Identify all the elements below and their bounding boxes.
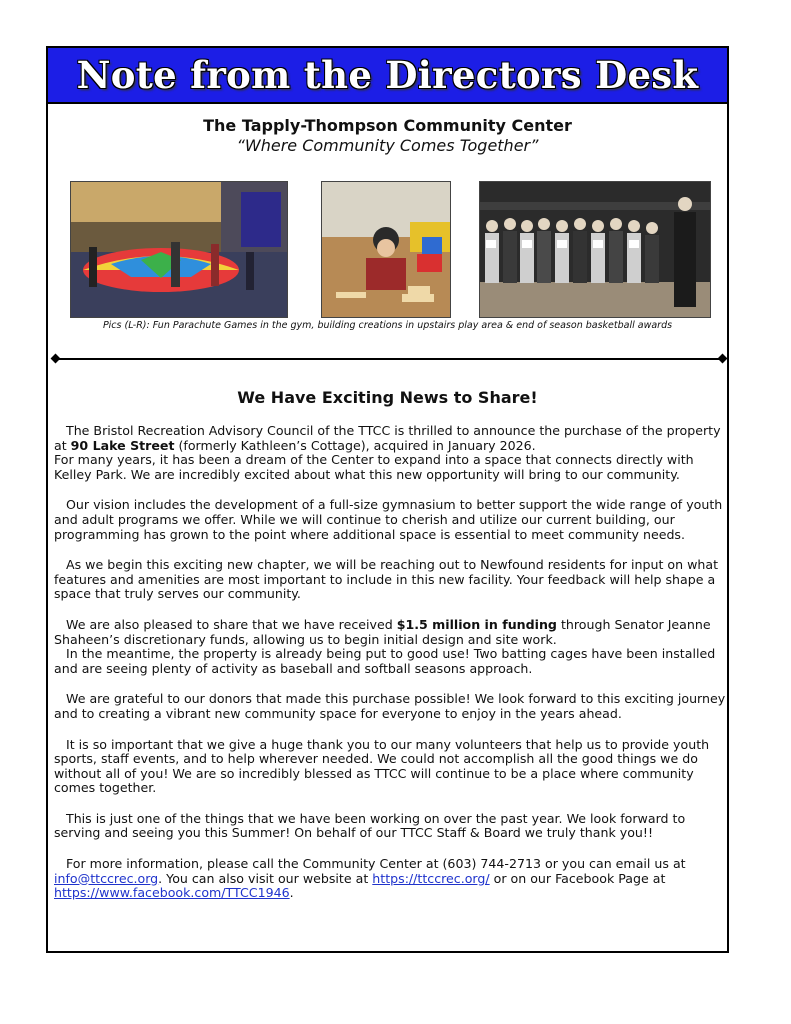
- p1-text-c: (formerly Kathleen’s Cottage), acquired in January 2026.: [174, 437, 536, 453]
- photo-caption: Pics (L-R): Fun Parachute Games in the gym, building creations in upstairs play area & end of season basketball awards: [102, 320, 673, 331]
- paragraph-funding: [54, 618, 730, 676]
- title-banner: [48, 48, 727, 104]
- article-heading: We Have Exciting News to Share!: [237, 388, 538, 407]
- p8-text-d: .: [289, 885, 294, 901]
- p4-text-d: In the meantime, the property is already being put to good use! Two batting cages have been installed and are seeing plenty of activity as baseball and softball seasons approach.: [54, 646, 716, 676]
- p1-text-a: The Bristol Recreation Advisory Council of the TTCC is thrilled to announce the purchase of the property at: [54, 423, 721, 453]
- paragraph-input: As we begin this exciting new chapter, we will be reaching out to Newfound residents for input on what features and amenities are most important to include in this new facility. Your feedback will help shape a space that truly serves our community.: [54, 557, 719, 602]
- play-area-photo: [321, 181, 451, 318]
- p8-text-a: For more information, please call the Community Center at (603) 744-2713 or you can email us at: [66, 856, 686, 872]
- paragraph-vision: Our vision includes the development of a full-size gymnasium to better support the wide range of youth and adult programs we offer. While we will continue to cherish and utilize our current building, our programming has grown to the point where additional space is essential to meet community needs.: [54, 497, 723, 542]
- property-address: 90 Lake Street: [70, 437, 175, 453]
- newsletter-frame: [46, 46, 729, 953]
- page-title: Note from the Directors Desk: [76, 53, 699, 97]
- paragraph-summer: This is just one of the things that we have been working on over the past year. We look forward to serving and seeing you this Summer! On behalf of our TTCC Staff & Board we truly thank you!!: [54, 810, 686, 841]
- email-link[interactable]: info@ttccrec.org: [54, 870, 159, 886]
- p1-text-d: For many years, it has been a dream of the Center to expand into a space that connects directly with Kelley Park. We are incredibly excited about what this new opportunity will bring to our community.: [54, 452, 694, 482]
- article-body: [54, 424, 730, 901]
- paragraph-purchase: [54, 424, 730, 482]
- p8-text-c: or on our Facebook Page at: [489, 870, 666, 886]
- p4-text-a: We are also pleased to share that we have received: [66, 616, 397, 632]
- divider-diamond-left: [51, 354, 61, 364]
- divider-diamond-right: [718, 354, 728, 364]
- org-name: The Tapply-Thompson Community Center: [203, 116, 572, 135]
- website-link[interactable]: https://ttccrec.org/: [372, 870, 490, 886]
- paragraph-contact: [54, 857, 730, 901]
- facebook-link[interactable]: https://www.facebook.com/TTCC1946: [54, 885, 290, 901]
- paragraph-donors: We are grateful to our donors that made this purchase possible! We look forward to this exciting journey and to creating a vibrant new community space for everyone to enjoy in the years ahead.: [54, 691, 726, 721]
- section-divider: [55, 358, 723, 360]
- paragraph-volunteers: It is so important that we give a huge thank you to our many volunteers that help us to provide youth sports, staff events, and to help wherever needed. We could not accomplish all the good things we do without all of you! We are so incredibly blessed as TTCC will continue to be a place where community comes together.: [54, 736, 710, 796]
- basketball-awards-photo: [479, 181, 711, 318]
- funding-amount: $1.5 million in funding: [396, 616, 557, 632]
- parachute-games-photo: [70, 181, 288, 318]
- p8-text-b: . You can also visit our website at: [158, 870, 373, 886]
- tagline: “Where Community Comes Together”: [236, 136, 539, 155]
- p4-text-c: through Senator Jeanne Shaheen’s discretionary funds, allowing us to begin initial design and site work.: [54, 616, 711, 647]
